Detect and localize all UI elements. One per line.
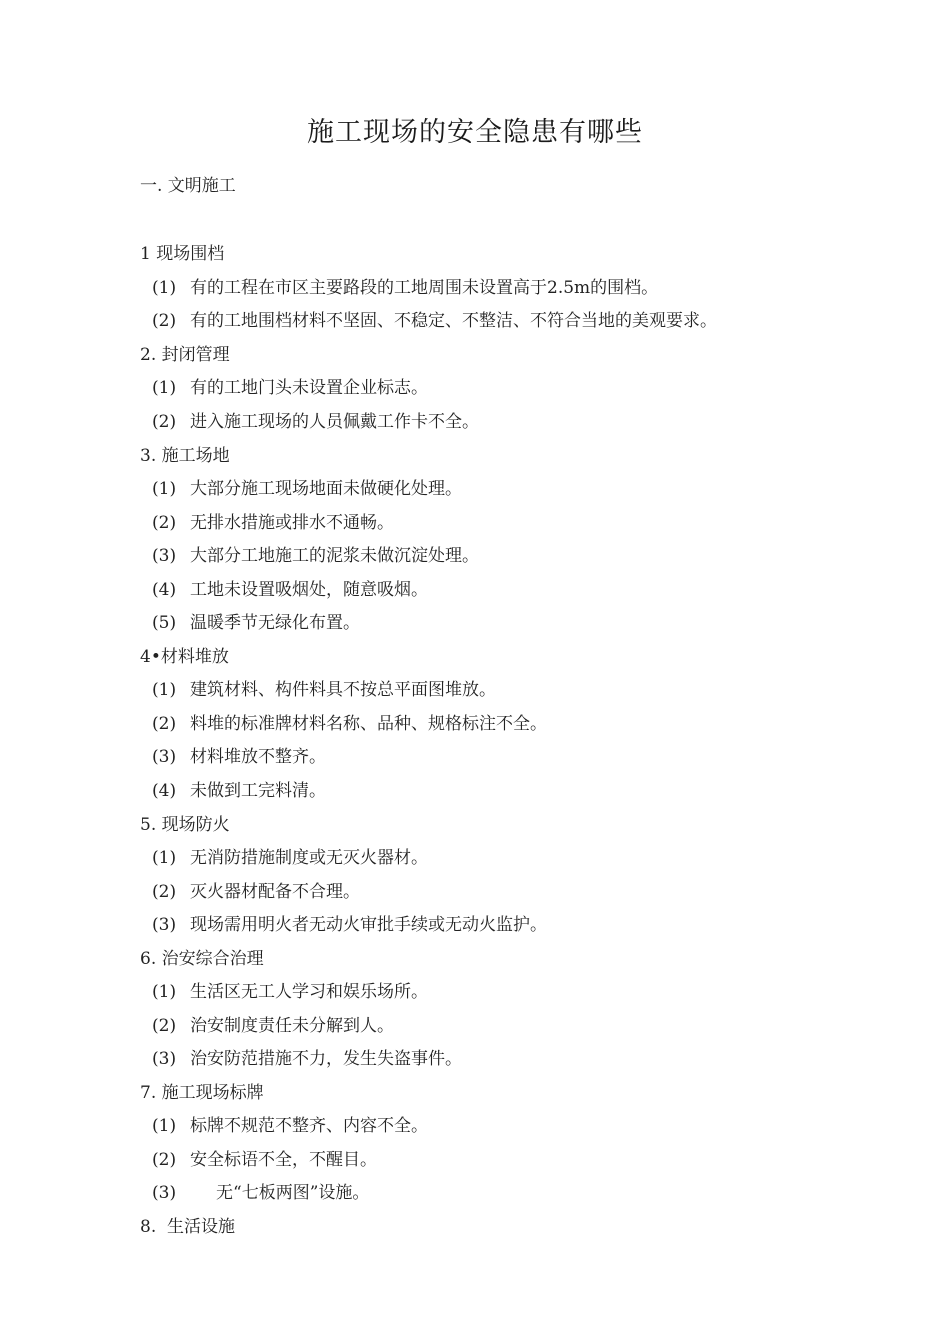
list-item (152, 478, 462, 500)
item-number: (2) (152, 311, 177, 331)
list-item (152, 1048, 462, 1070)
section-heading-6: 6. 治安综合治理 (140, 949, 264, 969)
item-text: 生活区无工人学习和娱乐场所。 (190, 982, 428, 1002)
item-text: 无消防措施制度或无灭火器材。 (190, 848, 428, 868)
item-number: (1) (152, 479, 177, 499)
item-text: 有的工地围档材料不坚固、不稳定、不整洁、不符合当地的美观要求。 (190, 311, 717, 331)
item-number: (5) (152, 613, 177, 633)
list-item (152, 579, 428, 601)
item-number: (1) (152, 278, 177, 298)
item-number: (2) (152, 882, 177, 902)
list-item (152, 310, 717, 332)
item-number: (3) (152, 546, 177, 566)
item-text: 温暖季节无绿化布置。 (190, 613, 360, 633)
item-text: 建筑材料、构件料具不按总平面图堆放。 (190, 680, 496, 700)
section-heading-3: 3. 施工场地 (140, 446, 230, 466)
item-number: (4) (152, 781, 177, 801)
item-text: 工地未设置吸烟处，随意吸烟。 (190, 580, 428, 600)
item-number: (2) (152, 714, 177, 734)
section-heading-2: 2. 封闭管理 (140, 345, 230, 365)
list-item (152, 1182, 369, 1204)
item-number: (2) (152, 412, 177, 432)
item-number: (2) (152, 1150, 177, 1170)
item-number: (1) (152, 982, 177, 1002)
list-item (152, 512, 394, 534)
list-item (152, 881, 360, 903)
section-heading-4: 4•材料堆放 (140, 647, 229, 667)
item-number: (2) (152, 1016, 177, 1036)
section-heading-8: 8. 生活设施 (140, 1217, 236, 1237)
part-heading: 一. 文明施工 (140, 176, 236, 196)
list-item (152, 377, 428, 399)
item-number: (3) (152, 747, 177, 767)
item-text: 治安防范措施不力，发生失盗事件。 (190, 1049, 462, 1069)
list-item (152, 746, 326, 768)
item-number: (1) (152, 1116, 177, 1136)
section-heading-5: 5. 现场防火 (140, 815, 230, 835)
item-text: 无“七板两图”设施。 (216, 1183, 370, 1203)
item-number: (1) (152, 378, 177, 398)
item-number: (1) (152, 848, 177, 868)
item-number: (2) (152, 513, 177, 533)
list-item (152, 545, 479, 567)
page-title: 施工现场的安全隐患有哪些 (307, 117, 643, 148)
item-number: (3) (152, 915, 177, 935)
item-text: 进入施工现场的人员佩戴工作卡不全。 (190, 412, 479, 432)
list-item (152, 277, 658, 299)
item-number: (4) (152, 580, 177, 600)
list-item (152, 847, 428, 869)
list-item (152, 1149, 377, 1171)
list-item (152, 780, 326, 802)
item-number: (3) (152, 1049, 177, 1069)
item-text: 大部分施工现场地面未做硬化处理。 (190, 479, 462, 499)
item-text: 料堆的标准牌材料名称、品种、规格标注不全。 (190, 714, 547, 734)
list-item (152, 612, 360, 634)
list-item (152, 713, 547, 735)
list-item (152, 981, 428, 1003)
list-item (152, 411, 479, 433)
item-number: (1) (152, 680, 177, 700)
list-item (152, 914, 547, 936)
list-item (152, 1115, 428, 1137)
item-text: 治安制度责任未分解到人。 (190, 1016, 394, 1036)
item-text: 无排水措施或排水不通畅。 (190, 513, 394, 533)
item-text: 材料堆放不整齐。 (190, 747, 326, 767)
list-item (152, 679, 496, 701)
item-text: 灭火器材配备不合理。 (190, 882, 360, 902)
item-text: 现场需用明火者无动火审批手续或无动火监护。 (190, 915, 547, 935)
item-text: 安全标语不全，不醒目。 (190, 1150, 377, 1170)
item-text: 有的工程在市区主要路段的工地周围未设置高于2.5m的围档。 (190, 278, 659, 298)
item-text: 未做到工完料清。 (190, 781, 326, 801)
item-number: (3) (152, 1183, 177, 1203)
item-text: 大部分工地施工的泥浆未做沉淀处理。 (190, 546, 479, 566)
list-item (152, 1015, 394, 1037)
section-heading-7: 7. 施工现场标牌 (140, 1083, 264, 1103)
section-heading-1: 1 现场围档 (140, 244, 225, 264)
item-text: 有的工地门头未设置企业标志。 (190, 378, 428, 398)
item-text: 标牌不规范不整齐、内容不全。 (190, 1116, 428, 1136)
